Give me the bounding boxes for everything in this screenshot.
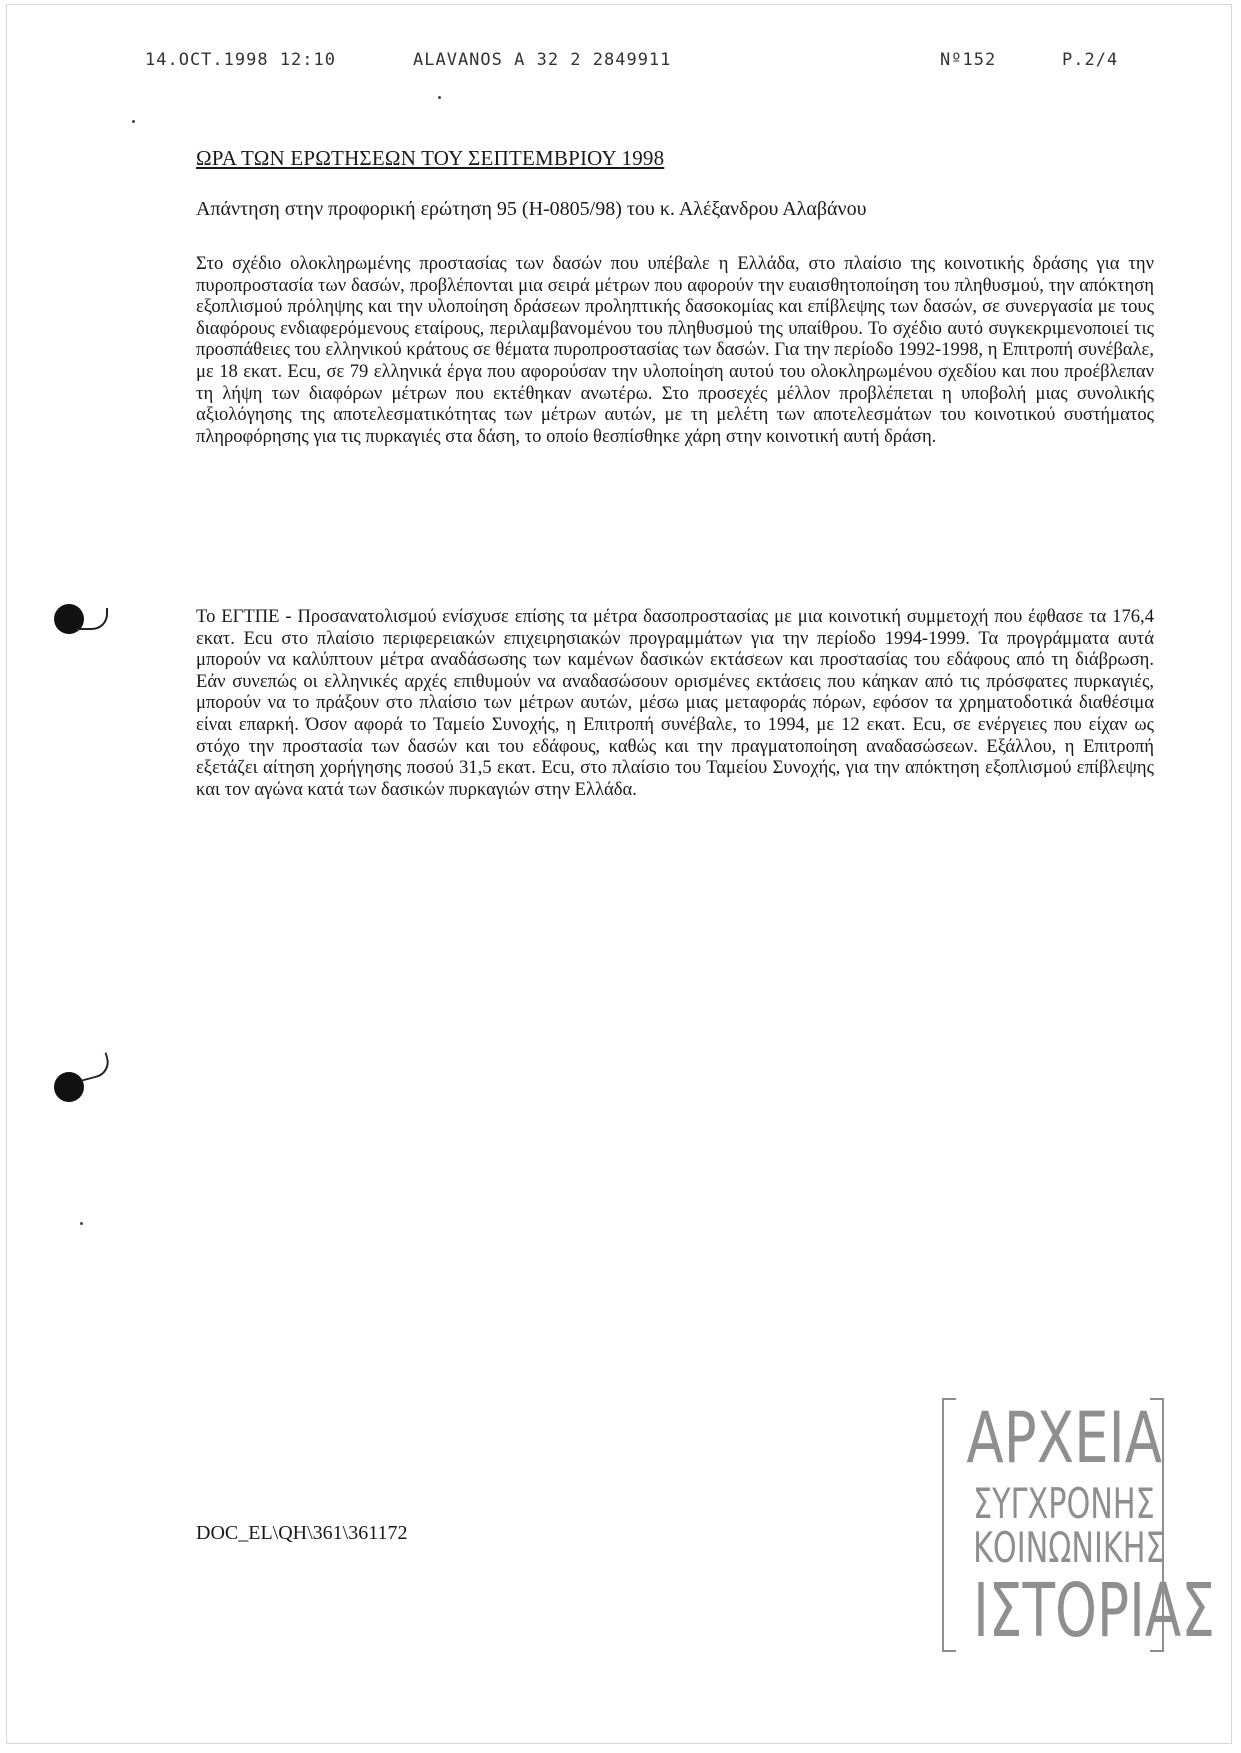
stamp-bracket-left: [942, 1398, 956, 1652]
scan-speck: [132, 120, 135, 123]
fax-number: Nº152: [940, 50, 997, 70]
paragraph-2: Το ΕΓΤΠΕ - Προσανατολισμού ενίσχυσε επίσης τα μέτρα δασοπροστασίας με μια κοινοτική συμμετοχή που έφθασε τα 176,4 εκατ. Ecu στο πλαίσιο περιφερειακών επιχειρησιακών προγραμμάτων για την περίοδο 1994-1999. Τα προγράμματα αυτά μπορούν να καλύπτουν μέτρα αναδάσωσης των καμένων δασικών εκτάσεων και προστασίας του εδάφους από τη διάβρωση. Εάν συνεπώς οι ελληνικές αρχές επιθυμούν να αναδασώσουν ορισμένες εκτάσεις που κάηκαν από τις πρόσφατες πυρκαγιές, μπορούν να το πράξουν στο πλαίσιο των μέτρων αυτών, μέσω μιας μεταφοράς πόρων, εφόσον τα χρηματοδοτικά διαθέσιμα είναι επαρκή. Όσον αφορά το Ταμείο Συνοχής, η Επιτροπή συνέβαλε, το 1994, με 12 εκατ. Ecu, σε ενέργειες που είχαν ως στόχο την προστασία των δασών και του εδάφους, καθώς και την πραγματοποίηση αναδασώσεων. Εξάλλου, η Επιτροπή εξετάζει αίτηση χορήγησης ποσού 31,5 εκατ. Ecu, στο πλαίσιο του Ταμείου Συνοχής, για την απόκτηση εξοπλισμού επίβλεψης και τον αγώνα κατά των δασικών πυρκαγιών στην Ελλάδα.: [196, 606, 1154, 800]
stamp-line-1: ΑΡΧΕΙΑ: [966, 1397, 1163, 1479]
stamp-line-4: ΙΣΤΟΡΙΑΣ: [973, 1568, 1215, 1654]
fax-page: P.2/4: [1062, 50, 1119, 70]
document-code: DOC_EL\QH\361\361172: [196, 1522, 408, 1544]
scan-speck: [80, 1222, 83, 1225]
fax-header: [145, 50, 1119, 76]
stamp-line-2: ΣΥΓΧΡΟΝΗΣ: [973, 1479, 1155, 1528]
paragraph-1: Στο σχέδιο ολοκληρωμένης προστασίας των δασών που υπέβαλε η Ελλάδα, στο πλαίσιο της κοινοτικής δράσης για την πυροπροστασία των δασών, προβλέπονται μια σειρά μέτρων που αφορούν την ευαισθητοποίηση του πληθυσμού, την απόκτηση εξοπλισμού πρόληψης και την υλοποίηση δράσεων προληπτικής δασοκομίας και επίβλεψης των δασών, σε συνεργασία με τους διαφόρους ενδιαφερόμενους εταίρους, περιλαμβανομένου του πληθυσμού της υπαίθρου. Το σχέδιο αυτό συγκεκριμενοποιεί τις προσπάθειες του ελληνικού κράτους σε θέματα πυροπροστασίας των δασών. Για την περίοδο 1992-1998, η Επιτροπή συνέβαλε, με 18 εκατ. Ecu, σε 79 ελληνικά έργα που αφορούσαν την υλοποίηση αυτού του ολοκληρωμένου σχεδίου και που προέβλεπαν τη λήψη των διαφόρων μέτρων που εκτέθηκαν ανωτέρω. Στο προσεχές μέλλον προβλέπεται η υποβολή μιας συνολικής αξιολόγησης της αποτελεσματικότητας των μέτρων αυτών, με τη μελέτη των αποτελεσμάτων του κοινοτικού συστήματος πληροφόρησης για τις πυρκαγιές στα δάση, το οποίο θεσπίσθηκε χάρη στην κοινοτική αυτή δράση.: [196, 253, 1154, 447]
fax-date-time: 14.OCT.1998 12:10: [145, 50, 336, 70]
document-subtitle: Απάντηση στην προφορική ερώτηση 95 (H-0805/98) του κ. Αλέξανδρου Αλαβάνου: [196, 198, 867, 220]
stamp-line-3: ΚΟΙΝΩΝΙΚΗΣ: [973, 1523, 1165, 1572]
document-title: ΩΡΑ ΤΩΝ ΕΡΩΤΗΣΕΩΝ ΤΟΥ ΣΕΠΤΕΜΒΡΙΟΥ 1998: [196, 146, 665, 170]
scan-speck: [438, 96, 441, 99]
archive-stamp: [942, 1396, 1215, 1654]
fax-sender: ALAVANOS A 32 2 2849911: [413, 50, 672, 70]
